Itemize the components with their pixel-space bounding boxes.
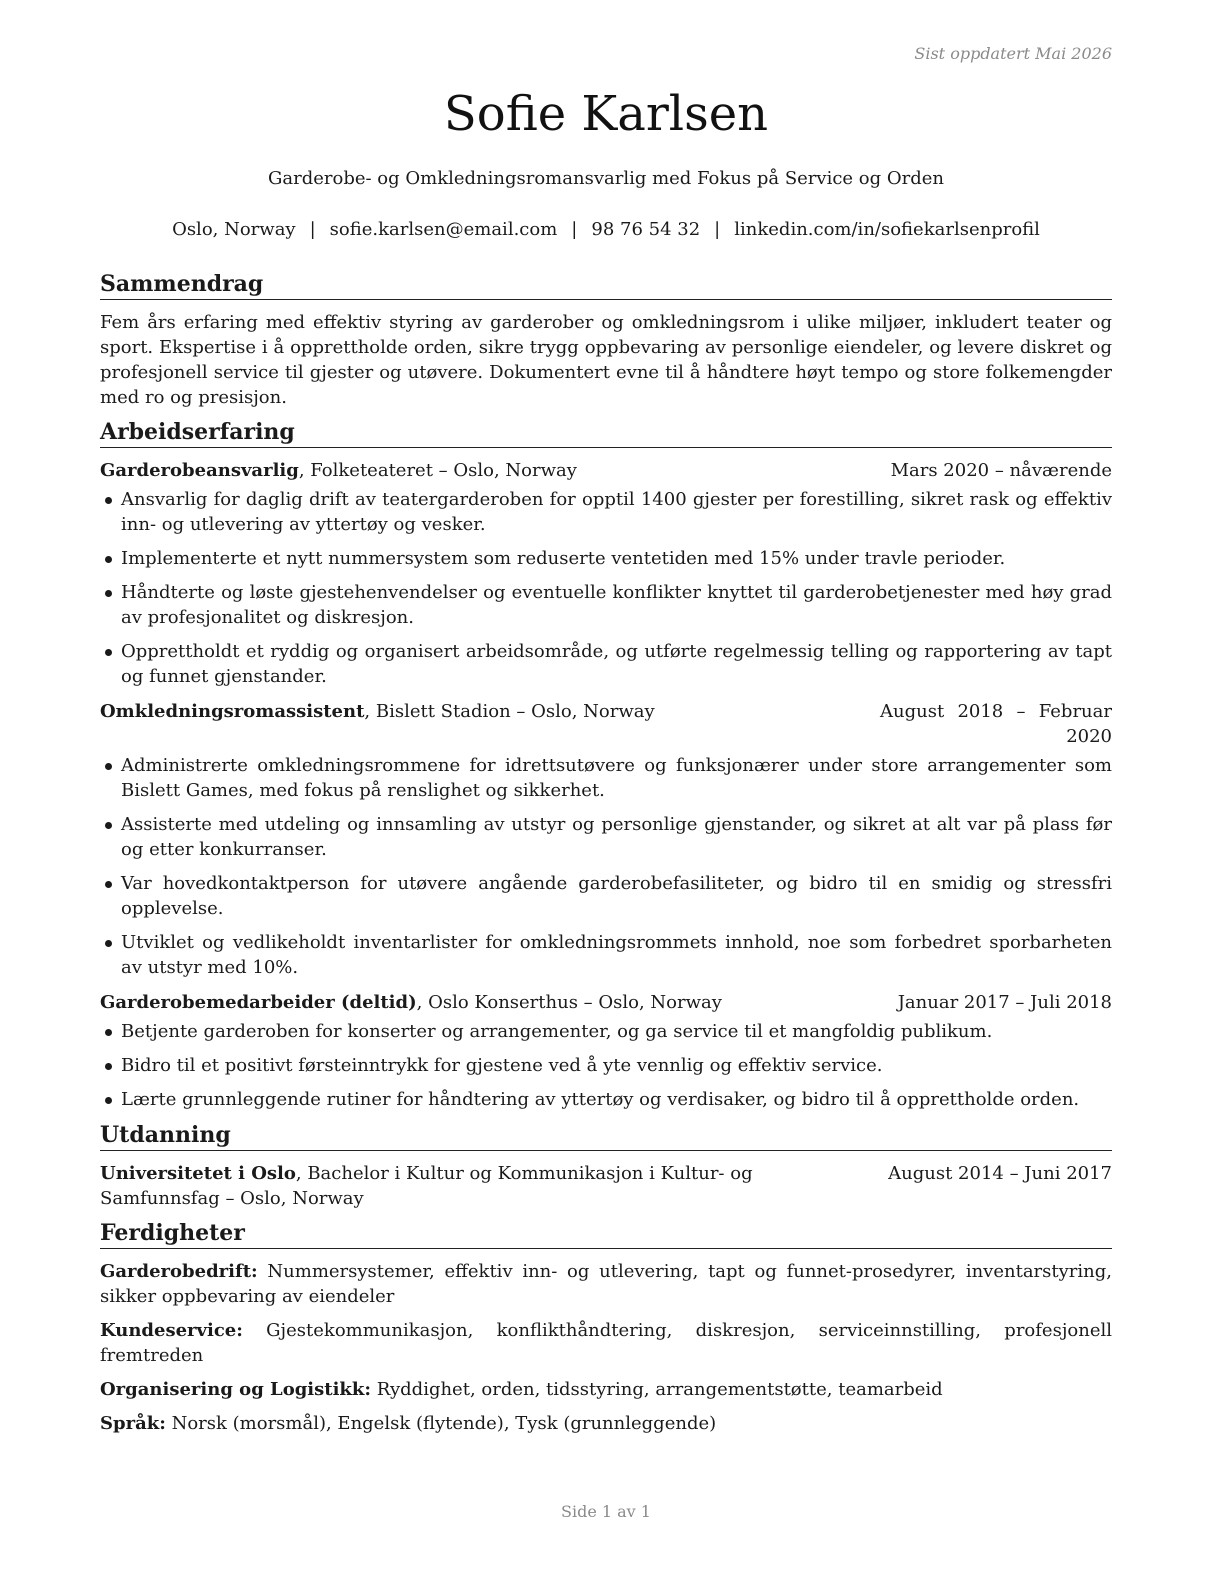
contact-email[interactable]: sofie.karlsen@email.com [329, 219, 558, 240]
job-dates: Mars 2020 – nåværende [890, 460, 1112, 481]
job-entry [100, 699, 1112, 980]
section-title-skills: Ferdigheter [100, 1219, 1112, 1249]
skill-text: Norsk (morsmål), Engelsk (flytende), Tysk (grunnleggende) [165, 1413, 717, 1434]
skill-text: Gjestekommunikasjon, konflikthåndtering, diskresjon, serviceinnstilling, profesjonell fremtreden [100, 1320, 1112, 1366]
candidate-name: Sofie Karlsen [443, 86, 769, 142]
skill-label: Garderobedrift: [100, 1261, 258, 1282]
job-bullet: Var hovedkontaktperson for utøvere angående garderobefasiliteter, og bidro til en smidig og stressfri opplevelse. [100, 871, 1112, 921]
skills-section [100, 1219, 1112, 1436]
skill-label: Kundeservice: [100, 1320, 243, 1341]
skill-row [100, 1377, 1112, 1402]
contact-separator: | [309, 219, 316, 240]
contact-separator: | [714, 219, 721, 240]
skill-text: Nummersystemer, effektiv inn- og utlevering, tapt og funnet-prosedyrer, inventarstyring, sikker oppbevaring av eiendeler [100, 1261, 1112, 1307]
job-role: Garderobeansvarlig [100, 460, 299, 481]
job-bullets [100, 1019, 1112, 1112]
education-detail: , Bachelor i Kultur og Kommunikasjon i Kultur- og Samfunnsfag – Oslo, Norway [100, 1163, 753, 1209]
job-bullet: Lærte grunnleggende rutiner for håndtering av yttertøy og verdisaker, og bidro til å opprettholde orden. [100, 1087, 1112, 1112]
skill-row [100, 1259, 1112, 1309]
job-header [100, 458, 1112, 483]
job-bullets [100, 753, 1112, 980]
job-bullet: Betjente garderoben for konserter og arrangementer, og ga service til et mangfoldig publikum. [100, 1019, 1112, 1044]
skill-text: Ryddighet, orden, tidsstyring, arrangementstøtte, teamarbeid [371, 1379, 943, 1400]
job-bullet: Ansvarlig for daglig drift av teatergarderoben for opptil 1400 gjester per forestilling, sikret rask og effektiv inn- og utlevering av yttertøy og vesker. [100, 487, 1112, 537]
job-header [100, 699, 1112, 749]
contact-location: Oslo, Norway [172, 219, 296, 240]
job-bullet: Opprettholdt et ryddig og organisert arbeidsområde, og utførte regelmessig telling og rapportering av tapt og funnet gjenstander. [100, 639, 1112, 689]
summary-section [100, 270, 1112, 410]
job-bullet: Implementerte et nytt nummersystem som reduserte ventetiden med 15% under travle perioder. [100, 546, 1112, 571]
job-bullet: Administrerte omkledningsrommene for idrettsutøvere og funksjonærer under store arrangementer som Bislett Games, med fokus på renslighet og sikkerhet. [100, 753, 1112, 803]
job-bullet: Utviklet og vedlikeholdt inventarlister for omkledningsrommets innhold, noe som forbedret sporbarheten av utstyr med 10%. [100, 930, 1112, 980]
section-title-summary: Sammendrag [100, 270, 1112, 300]
job-bullets [100, 487, 1112, 689]
job-bullet: Bidro til et positivt førsteinntrykk for gjestene ved å yte vennlig og effektiv service. [100, 1053, 1112, 1078]
job-role: Garderobemedarbeider (deltid) [100, 992, 417, 1013]
education-school: Universitetet i Oslo [100, 1163, 296, 1184]
job-dates: Januar 2017 – Juli 2018 [897, 992, 1112, 1013]
job-entry [100, 990, 1112, 1112]
contact-separator: | [571, 219, 578, 240]
job-bullet: Håndterte og løste gjestehenvendelser og eventuelle konflikter knyttet til garderobetjenester med høy grad av profesjonalitet og diskresjon. [100, 580, 1112, 630]
section-title-experience: Arbeidserfaring [100, 418, 1112, 448]
job-dates: August 2018 – Februar 2020 [880, 701, 1112, 747]
contact-phone: 98 76 54 32 [591, 219, 701, 240]
job-place: , Folketeateret – Oslo, Norway [298, 460, 577, 481]
experience-section [100, 418, 1112, 1112]
job-bullet: Assisterte med utdeling og innsamling av utstyr og personlige gjenstander, og sikret at alt var på plass før og etter konkurranser. [100, 812, 1112, 862]
job-place: , Bislett Stadion – Oslo, Norway [364, 701, 655, 722]
job-entry [100, 458, 1112, 689]
education-section [100, 1121, 1112, 1211]
skills-list [100, 1259, 1112, 1436]
skill-row [100, 1318, 1112, 1368]
education-dates: August 2014 – Juni 2017 [888, 1163, 1112, 1184]
last-updated: Sist oppdatert Mai 2026 [914, 44, 1112, 63]
education-entry [100, 1161, 1112, 1211]
skill-row [100, 1411, 1112, 1436]
skill-label: Språk: [100, 1413, 166, 1434]
job-header [100, 990, 1112, 1015]
resume-page [100, 0, 1112, 1584]
resume-content [100, 270, 1112, 1445]
page-number: Side 1 av 1 [561, 1502, 651, 1521]
summary-text: Fem års erfaring med effektiv styring av garderober og omkledningsrom i ulike miljøer, inkludert teater og sport. Ekspertise i å opprettholde orden, sikre trygg oppbevaring av personlige eiendeler, og levere diskret og profesjonell service til gjester og utøvere. Dokumentert evne til å håndtere høyt tempo og store folkemengder med ro og presisjon. [100, 312, 1112, 408]
contact-linkedin[interactable]: linkedin.com/in/sofiekarlsenprofil [734, 219, 1040, 240]
skill-label: Organisering og Logistikk: [100, 1379, 372, 1400]
tagline: Garderobe- og Omkledningsromansvarlig med Fokus på Service og Orden [267, 168, 944, 189]
job-place: , Oslo Konserthus – Oslo, Norway [416, 992, 722, 1013]
contact-line [100, 219, 1112, 240]
job-role: Omkledningsromassistent [100, 701, 365, 722]
section-title-education: Utdanning [100, 1121, 1112, 1151]
